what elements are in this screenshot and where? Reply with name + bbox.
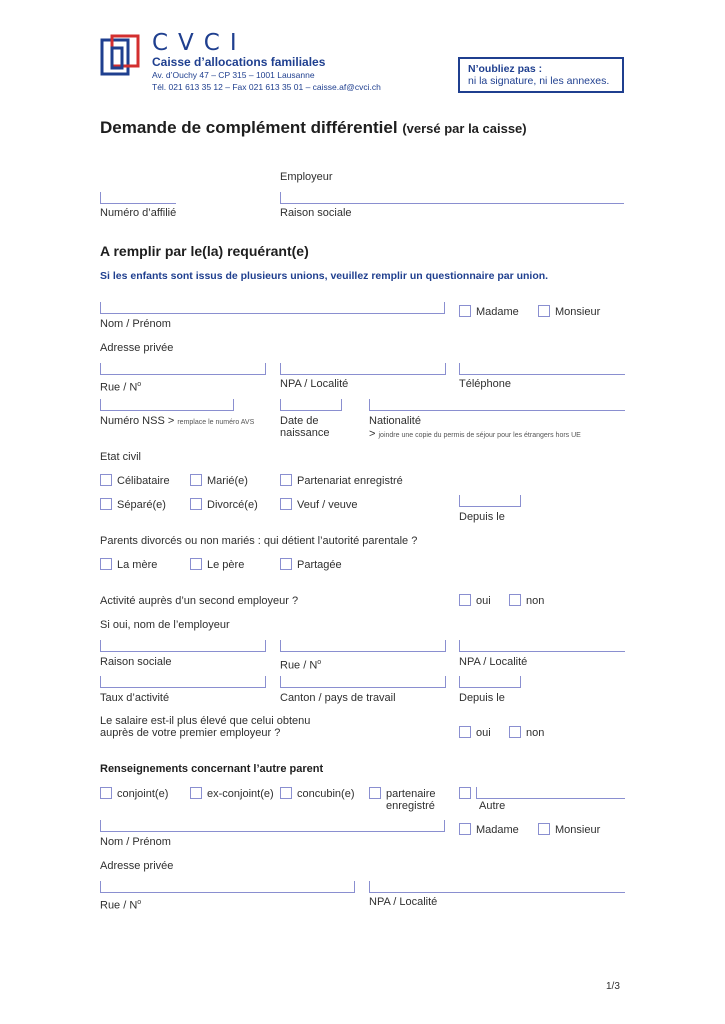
second-employer-question: Activité auprès d’un second employeur ? bbox=[100, 595, 299, 607]
nationality-note bbox=[369, 428, 581, 442]
salary-yes-checkbox[interactable] bbox=[459, 726, 471, 738]
relation-other-field[interactable] bbox=[476, 787, 625, 799]
authority-shared-checkbox[interactable] bbox=[280, 558, 292, 570]
birthdate-field[interactable] bbox=[280, 399, 342, 411]
authority-question: Parents divorcés ou non mariés : qui détient l’autorité parentale ? bbox=[100, 535, 418, 547]
civil-single-checkbox[interactable] bbox=[100, 474, 112, 486]
other-street-label-sup: o bbox=[137, 899, 142, 906]
relation-other-label: Autre bbox=[479, 800, 506, 812]
other-madame-label: Madame bbox=[476, 824, 519, 836]
page-title bbox=[100, 118, 527, 138]
other-madame-checkbox[interactable] bbox=[459, 823, 471, 835]
employer-company-field[interactable] bbox=[280, 192, 624, 204]
nationality-note-text: joindre une copie du permis de séjour pour les étrangers hors UE bbox=[378, 432, 581, 439]
second-employer-no-label: non bbox=[526, 595, 545, 607]
cvci-logo bbox=[100, 34, 142, 76]
street-field[interactable] bbox=[100, 363, 266, 375]
page-title-sub: (versé par la caisse) bbox=[402, 121, 527, 136]
salary-question-1: Le salaire est-il plus élevé que celui obtenu bbox=[100, 715, 311, 727]
affiliate-number-field[interactable] bbox=[100, 192, 176, 204]
relation-partner-label-1: partenaire bbox=[386, 788, 436, 800]
second-npa-label: NPA / Localité bbox=[459, 656, 528, 668]
relation-spouse-label: conjoint(e) bbox=[117, 788, 169, 800]
street-label-sup: o bbox=[137, 381, 142, 388]
relation-partner-label-2: enregistré bbox=[386, 800, 435, 812]
relation-other-checkbox[interactable] bbox=[459, 787, 471, 799]
second-since-label: Depuis le bbox=[459, 692, 505, 704]
civil-since-field[interactable] bbox=[459, 495, 521, 507]
applicant-note: Si les enfants sont issus de plusieurs unions, veuillez remplir un questionnaire par union. bbox=[100, 270, 549, 282]
other-monsieur-checkbox[interactable] bbox=[538, 823, 550, 835]
reminder-box bbox=[458, 57, 624, 93]
nss-label-text: Numéro NSS > bbox=[100, 415, 175, 427]
civil-married-label: Marié(e) bbox=[207, 475, 248, 487]
salary-no-checkbox[interactable] bbox=[509, 726, 521, 738]
applicant-name-label: Nom / Prénom bbox=[100, 318, 171, 330]
nationality-label: Nationalité bbox=[369, 415, 421, 427]
employer-heading: Employeur bbox=[280, 171, 333, 183]
other-npa-label: NPA / Localité bbox=[369, 896, 438, 908]
second-employer-yes-label: oui bbox=[476, 595, 491, 607]
org-address: Av. d’Ouchy 47 – CP 315 – 1001 Lausanne bbox=[152, 70, 315, 80]
salary-yes-label: oui bbox=[476, 727, 491, 739]
relation-cohabitant-checkbox[interactable] bbox=[280, 787, 292, 799]
civil-partnership-checkbox[interactable] bbox=[280, 474, 292, 486]
monsieur-label: Monsieur bbox=[555, 306, 601, 318]
nss-field[interactable] bbox=[100, 399, 234, 411]
reminder-title: N’oubliez pas : bbox=[468, 63, 543, 75]
npa-label: NPA / Localité bbox=[280, 378, 349, 390]
activity-rate-label: Taux d’activité bbox=[100, 692, 170, 704]
second-employer-yes-checkbox[interactable] bbox=[459, 594, 471, 606]
civil-divorced-checkbox[interactable] bbox=[190, 498, 202, 510]
second-company-label: Raison sociale bbox=[100, 656, 172, 668]
arrow-right-icon: > bbox=[369, 428, 376, 440]
madame-label: Madame bbox=[476, 306, 519, 318]
relation-ex-spouse-checkbox[interactable] bbox=[190, 787, 202, 799]
relation-ex-spouse-label: ex-conjoint(e) bbox=[207, 788, 274, 800]
affiliate-number-label: Numéro d’affilié bbox=[100, 207, 177, 219]
applicant-name-field[interactable] bbox=[100, 302, 445, 314]
phone-label: Téléphone bbox=[459, 378, 511, 390]
logo-text: CVCI bbox=[152, 30, 247, 56]
private-address-label: Adresse privée bbox=[100, 342, 174, 354]
npa-field[interactable] bbox=[280, 363, 446, 375]
civil-single-label: Célibataire bbox=[117, 475, 170, 487]
second-street-field[interactable] bbox=[280, 640, 446, 652]
employer-company-label: Raison sociale bbox=[280, 207, 352, 219]
nss-note: remplace le numéro AVS bbox=[177, 419, 255, 426]
civil-married-checkbox[interactable] bbox=[190, 474, 202, 486]
street-label-text: Rue / N bbox=[100, 381, 138, 394]
street-label bbox=[100, 378, 141, 395]
salary-question-2: auprès de votre premier employeur ? bbox=[100, 727, 281, 739]
civil-widowed-label: Veuf / veuve bbox=[297, 499, 358, 511]
madame-checkbox[interactable] bbox=[459, 305, 471, 317]
work-canton-field[interactable] bbox=[280, 676, 446, 688]
second-street-label-sup: o bbox=[317, 659, 322, 666]
civil-partnership-label: Partenariat enregistré bbox=[297, 475, 403, 487]
other-parent-heading: Renseignements concernant l’autre parent bbox=[100, 763, 324, 775]
civil-separated-checkbox[interactable] bbox=[100, 498, 112, 510]
authority-father-checkbox[interactable] bbox=[190, 558, 202, 570]
other-parent-name-label: Nom / Prénom bbox=[100, 836, 171, 848]
relation-spouse-checkbox[interactable] bbox=[100, 787, 112, 799]
work-canton-label: Canton / pays de travail bbox=[280, 692, 396, 704]
second-company-field[interactable] bbox=[100, 640, 266, 652]
other-street-label-text: Rue / N bbox=[100, 899, 138, 912]
reminder-text: ni la signature, ni les annexes. bbox=[468, 75, 610, 87]
authority-shared-label: Partagée bbox=[297, 559, 342, 571]
civil-widowed-checkbox[interactable] bbox=[280, 498, 292, 510]
second-since-field[interactable] bbox=[459, 676, 521, 688]
phone-field[interactable] bbox=[459, 363, 625, 375]
second-street-label bbox=[280, 656, 321, 673]
org-contact: Tél. 021 613 35 12 – Fax 021 613 35 01 – caisse.af@cvci.ch bbox=[152, 82, 381, 92]
second-npa-field[interactable] bbox=[459, 640, 625, 652]
other-monsieur-label: Monsieur bbox=[555, 824, 601, 836]
civil-since-label: Depuis le bbox=[459, 511, 505, 523]
authority-mother-label: La mère bbox=[117, 559, 158, 571]
nationality-field[interactable] bbox=[369, 399, 625, 411]
authority-father-label: Le père bbox=[207, 559, 245, 571]
relation-cohabitant-label: concubin(e) bbox=[297, 788, 355, 800]
page-title-main: Demande de complément différentiel bbox=[100, 118, 398, 137]
other-street-field[interactable] bbox=[100, 881, 355, 893]
org-name: Caisse d’allocations familiales bbox=[152, 55, 326, 69]
second-employer-name-label: Si oui, nom de l’employeur bbox=[100, 619, 230, 631]
other-npa-field[interactable] bbox=[369, 881, 625, 893]
civil-status-label: Etat civil bbox=[100, 451, 141, 463]
authority-mother-checkbox[interactable] bbox=[100, 558, 112, 570]
civil-separated-label: Séparé(e) bbox=[117, 499, 166, 511]
page-number: 1/3 bbox=[606, 981, 620, 992]
birthdate-label-1: Date de bbox=[280, 415, 319, 427]
other-parent-name-field[interactable] bbox=[100, 820, 445, 832]
salary-no-label: non bbox=[526, 727, 545, 739]
second-street-label-text: Rue / N bbox=[280, 659, 318, 672]
civil-divorced-label: Divorcé(e) bbox=[207, 499, 258, 511]
relation-partner-checkbox[interactable] bbox=[369, 787, 381, 799]
monsieur-checkbox[interactable] bbox=[538, 305, 550, 317]
activity-rate-field[interactable] bbox=[100, 676, 266, 688]
other-address-label: Adresse privée bbox=[100, 860, 174, 872]
other-street-label bbox=[100, 896, 141, 913]
second-employer-no-checkbox[interactable] bbox=[509, 594, 521, 606]
nss-label bbox=[100, 415, 254, 429]
birthdate-label-2: naissance bbox=[280, 427, 330, 439]
applicant-heading: A remplir par le(la) requérant(e) bbox=[100, 243, 309, 259]
